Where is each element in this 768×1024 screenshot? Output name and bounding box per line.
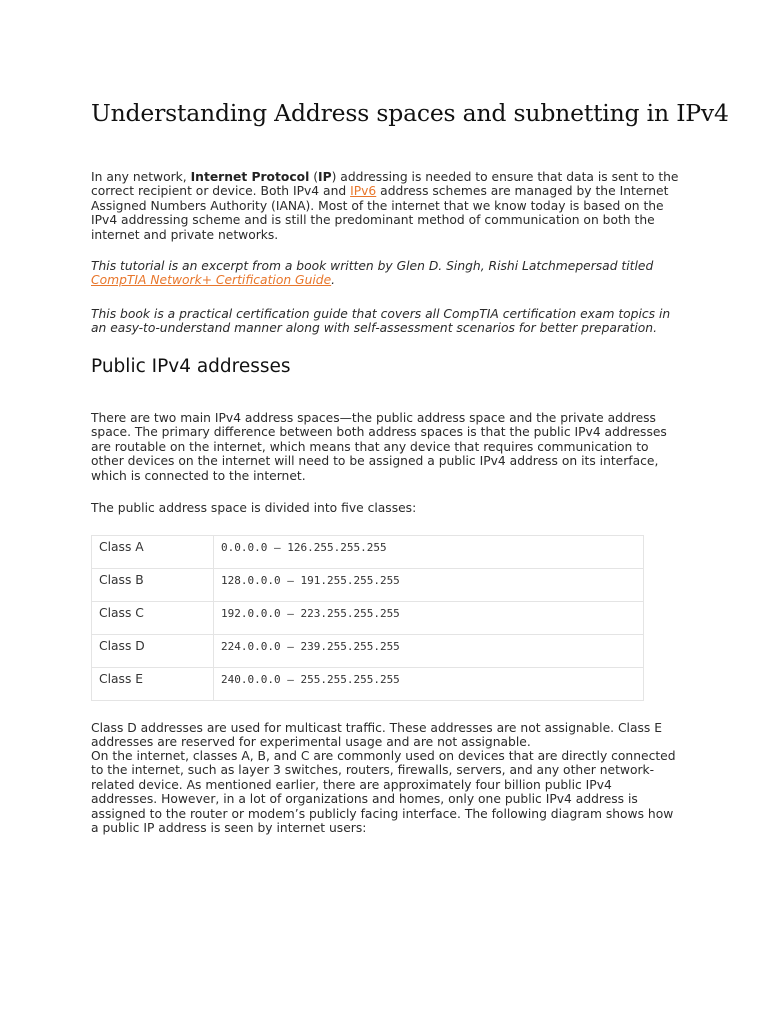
class-range-cell: 0.0.0.0 – 126.255.255.255	[214, 536, 644, 569]
address-classes-table	[91, 535, 644, 701]
table-row	[92, 536, 644, 569]
class-range-cell: 192.0.0.0 – 223.255.255.255	[214, 602, 644, 635]
class-name-cell: Class C	[92, 602, 214, 635]
intro-paragraph	[91, 170, 681, 242]
ipv6-link[interactable]: IPv6	[350, 184, 377, 199]
book-description	[91, 307, 681, 336]
intro-text-2: (	[309, 170, 318, 184]
excerpt-text-2: .	[331, 273, 336, 288]
class-range-cell: 240.0.0.0 – 255.255.255.255	[214, 668, 644, 701]
public-ip-paragraph: On the internet, classes A, B, and C are commonly used on devices that are directly connected to the internet, such as layer 3 switches, routers, firewalls, servers, and any other network-related device. As mentioned earlier, there are approximately four billion public IPv4 addresses. However, in a lot of organizations and homes, only one public IPv4 address is assigned to the router or modem’s publicly facing interface. The following diagram shows how a public IP address is seen by internet users:	[91, 749, 676, 836]
class-name-cell: Class A	[92, 536, 214, 569]
excerpt-text-1: This tutorial is an excerpt from a book written by Glen D. Singh, Rishi Latchmepersad titled	[91, 259, 654, 273]
page-title: Understanding Address spaces and subnetting in IPv4	[91, 99, 729, 127]
class-name-cell: Class D	[92, 635, 214, 668]
table-row	[92, 569, 644, 602]
table-row	[92, 635, 644, 668]
excerpt-note	[91, 259, 681, 288]
section-heading: Public IPv4 addresses	[91, 356, 291, 377]
class-name-cell: Class E	[92, 668, 214, 701]
intro-text-1: In any network,	[91, 170, 191, 184]
book-title-link[interactable]: CompTIA Network+ Certification Guide	[91, 273, 332, 288]
class-usage-paragraph: Class D addresses are used for multicast traffic. These addresses are not assignable. Class E addresses are reserved for experimental usage and are not assignable.	[91, 721, 662, 750]
class-range-cell: 224.0.0.0 – 239.255.255.255	[214, 635, 644, 668]
table-row	[92, 668, 644, 701]
class-name-cell: Class B	[92, 569, 214, 602]
class-range-cell: 128.0.0.0 – 191.255.255.255	[214, 569, 644, 602]
table-row	[92, 602, 644, 635]
book-description-text: This book is a practical certification guide that covers all CompTIA certification exam topics in an easy-to-understand manner along with self-assessment scenarios for better preparation.	[91, 307, 671, 336]
intro-text-4: address schemes are managed by the Internet Assigned Numbers Authority (IANA). Most of the internet that we know today is based on the IPv4 addressing scheme and is still the predominant method of communication on both the internet and private networks.	[91, 184, 669, 242]
intro-bold-internet-protocol: Internet Protocol	[190, 170, 310, 184]
address-spaces-paragraph: There are two main IPv4 address spaces—the public address space and the private address space. The primary difference between both address spaces is that the public IPv4 addresses are routable on the internet, which means that any device that requires communication to other devices on the internet will need to be assigned a public IPv4 address on its interface, which is connected to the internet.	[91, 411, 667, 483]
intro-bold-ip: IP	[318, 170, 332, 184]
intro-text-3: ) addressing is needed to ensure that data is sent to the correct recipient or device. Both IPv4 and	[91, 170, 679, 199]
classes-intro-paragraph: The public address space is divided into five classes:	[91, 501, 417, 515]
